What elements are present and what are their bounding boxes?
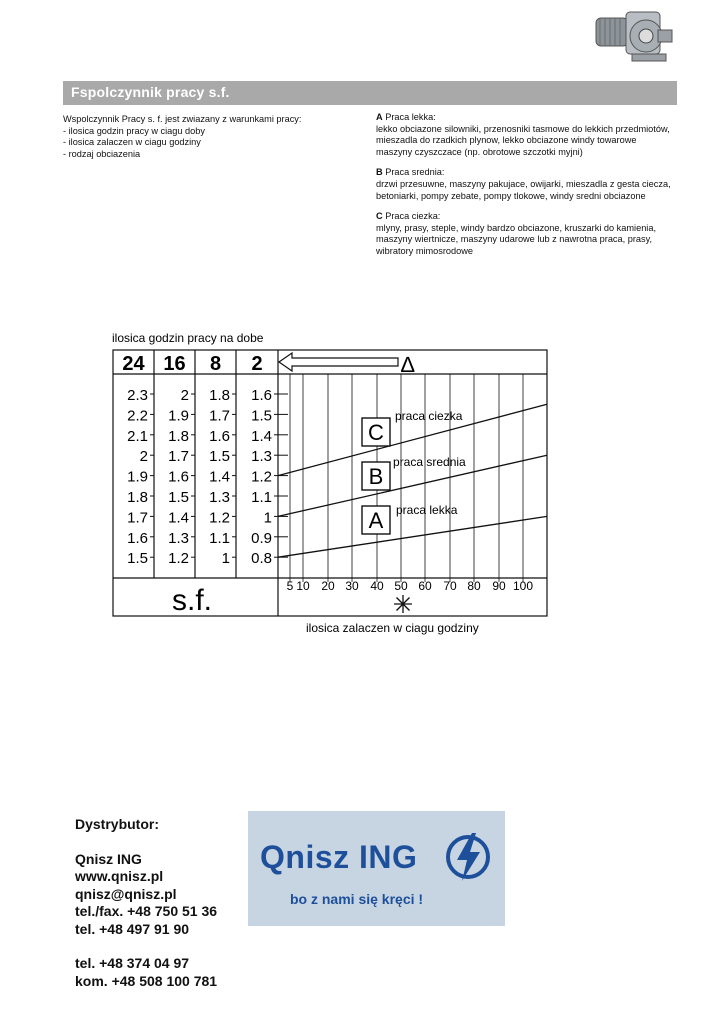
sf-value: 1.2 bbox=[168, 550, 189, 568]
sf-value: 1.5 bbox=[251, 407, 272, 425]
series-label: praca lekka bbox=[396, 503, 458, 517]
sf-value: 1.9 bbox=[127, 468, 148, 486]
chart-title: ilosica godzin pracy na dobe bbox=[112, 331, 264, 345]
hours-header: 24 bbox=[122, 353, 145, 375]
x-tick-label: 5 bbox=[286, 579, 294, 593]
sf-value: 1.6 bbox=[209, 427, 230, 445]
sf-value: 1.7 bbox=[209, 407, 230, 425]
phone: tel. +48 497 91 90 bbox=[75, 920, 190, 937]
x-tick-label: 60 bbox=[418, 579, 432, 593]
sf-value: 1.7 bbox=[127, 509, 148, 527]
series-letter: C bbox=[368, 420, 384, 445]
x-tick-label: 30 bbox=[345, 579, 359, 593]
sf-value: 1.9 bbox=[168, 407, 189, 425]
work-type-line: mieszadla do rzadkich plynow, lekko obciazone windy towarowe bbox=[376, 135, 637, 146]
series-letter: B bbox=[368, 464, 384, 489]
distributor-contact bbox=[75, 816, 255, 990]
sf-value: 0.8 bbox=[251, 550, 272, 568]
series-letter: A bbox=[368, 508, 384, 533]
sf-value: 1.6 bbox=[251, 387, 272, 404]
email-link[interactable]: qnisz@qnisz.pl bbox=[75, 885, 177, 902]
work-type-letter: A bbox=[376, 112, 383, 122]
section-title: Fspolczynnik pracy s.f. bbox=[71, 84, 230, 100]
x-tick-label: 70 bbox=[443, 579, 457, 593]
sf-value: 1.5 bbox=[209, 448, 230, 466]
sf-value: 1.8 bbox=[209, 387, 230, 404]
sf-value: 2.1 bbox=[127, 427, 148, 445]
intro-item: - rodzaj obciazenia bbox=[63, 148, 141, 159]
lightning-bolt-icon bbox=[445, 829, 491, 885]
asterisk-icon bbox=[394, 595, 412, 613]
work-type-name: Praca srednia: bbox=[385, 167, 445, 178]
x-tick-label: 80 bbox=[467, 579, 481, 593]
work-type-line: wibratory mimosrodowe bbox=[376, 245, 474, 256]
x-tick-label: 50 bbox=[394, 579, 408, 593]
hours-header: 16 bbox=[163, 353, 186, 375]
sf-value: 1.6 bbox=[127, 529, 148, 547]
work-type-name: Praca ciezka: bbox=[385, 211, 441, 222]
work-type-line: maszyny wiertnicze, maszyny udarowe lub z nawrotna praca, prasy, bbox=[376, 234, 653, 245]
series-label: praca ciezka bbox=[395, 409, 463, 423]
mobile-phone: kom. +48 508 100 781 bbox=[75, 972, 218, 989]
logo-name: Qnisz ING bbox=[260, 839, 418, 875]
phone: tel. +48 374 04 97 bbox=[75, 955, 190, 971]
sf-value: 1.5 bbox=[168, 489, 189, 506]
company-name: Qnisz ING bbox=[75, 850, 142, 867]
sf-value: 1.4 bbox=[168, 509, 189, 527]
sf-value: 1 bbox=[221, 550, 230, 568]
sf-value: 2.3 bbox=[127, 387, 148, 404]
work-type-letter: B bbox=[376, 167, 383, 178]
sf-value: 1.2 bbox=[209, 509, 230, 527]
x-tick-label: 100 bbox=[512, 579, 534, 593]
logo-slogan: bo z nami się kręci ! bbox=[290, 891, 424, 907]
distributor-heading: Dystrybutor: bbox=[75, 816, 160, 832]
x-tick-label: 20 bbox=[321, 579, 335, 593]
work-type-line: maszyny czyszczace (np. obrotowe szczotki myjni) bbox=[376, 146, 583, 157]
work-type-line: drzwi przesuwne, maszyny pakujace, owijarki, mieszadla z gesta ciecza, bbox=[376, 178, 671, 189]
delta-icon: ∆ bbox=[401, 352, 415, 377]
sf-value: 1.1 bbox=[209, 529, 230, 547]
left-arrow-icon bbox=[279, 353, 398, 371]
series-line bbox=[278, 516, 547, 557]
intro-item: - ilosica zalaczen w ciagu godziny bbox=[63, 137, 201, 148]
series-label: praca srednia bbox=[393, 455, 466, 469]
sf-label: s.f. bbox=[171, 584, 213, 617]
sf-value: 1.8 bbox=[168, 427, 189, 445]
x-tick-label: 40 bbox=[370, 579, 384, 593]
work-type-line: mlyny, prasy, steple, windy bardzo obciazone, kruszarki do kamienia, bbox=[376, 222, 657, 233]
hours-header: 2 bbox=[251, 353, 263, 375]
work-type-letter: C bbox=[376, 211, 383, 222]
sf-value: 1.2 bbox=[251, 468, 272, 486]
sf-value: 1.8 bbox=[127, 489, 148, 506]
sf-value: 1.7 bbox=[168, 448, 189, 466]
sf-value: 1.3 bbox=[168, 529, 189, 547]
x-tick-label: 90 bbox=[492, 579, 506, 593]
sf-value: 2 bbox=[139, 448, 148, 466]
hours-header: 8 bbox=[209, 353, 222, 375]
website-link[interactable]: www.qnisz.pl bbox=[75, 868, 164, 884]
intro-lead: Wspolczynnik Pracy s. f. jest zwiazany z warunkami pracy: bbox=[63, 114, 302, 124]
sf-value: 1.4 bbox=[251, 427, 272, 445]
intro-item: - ilosica godzin pracy w ciagu doby bbox=[63, 125, 205, 136]
work-type-name: Praca lekka: bbox=[385, 112, 436, 122]
sf-value: 1.6 bbox=[168, 468, 189, 486]
sf-value: 0.9 bbox=[251, 529, 272, 547]
sf-value: 1 bbox=[263, 509, 272, 527]
phone-fax: tel./fax. +48 750 51 36 bbox=[75, 903, 218, 919]
x-tick-label: 10 bbox=[296, 579, 310, 593]
work-type-line: betoniarki, pompy zebate, pompy tlokowe, windy sredni obciazone bbox=[376, 190, 646, 201]
sf-value: 1.3 bbox=[209, 489, 230, 506]
work-type-line: lekko obciazone silowniki, przenosniki tasmowe do lekkich przedmiotów, bbox=[376, 123, 670, 134]
company-logo bbox=[248, 811, 505, 926]
sf-value: 1.3 bbox=[251, 448, 272, 466]
chart-xlabel: ilosica zalaczen w ciagu godziny bbox=[306, 621, 479, 635]
sf-value: 2 bbox=[180, 387, 189, 404]
sf-value: 2.2 bbox=[127, 407, 148, 425]
sf-value: 1.4 bbox=[209, 468, 230, 486]
sf-value: 1.1 bbox=[251, 489, 272, 506]
sf-value: 1.5 bbox=[127, 550, 148, 568]
